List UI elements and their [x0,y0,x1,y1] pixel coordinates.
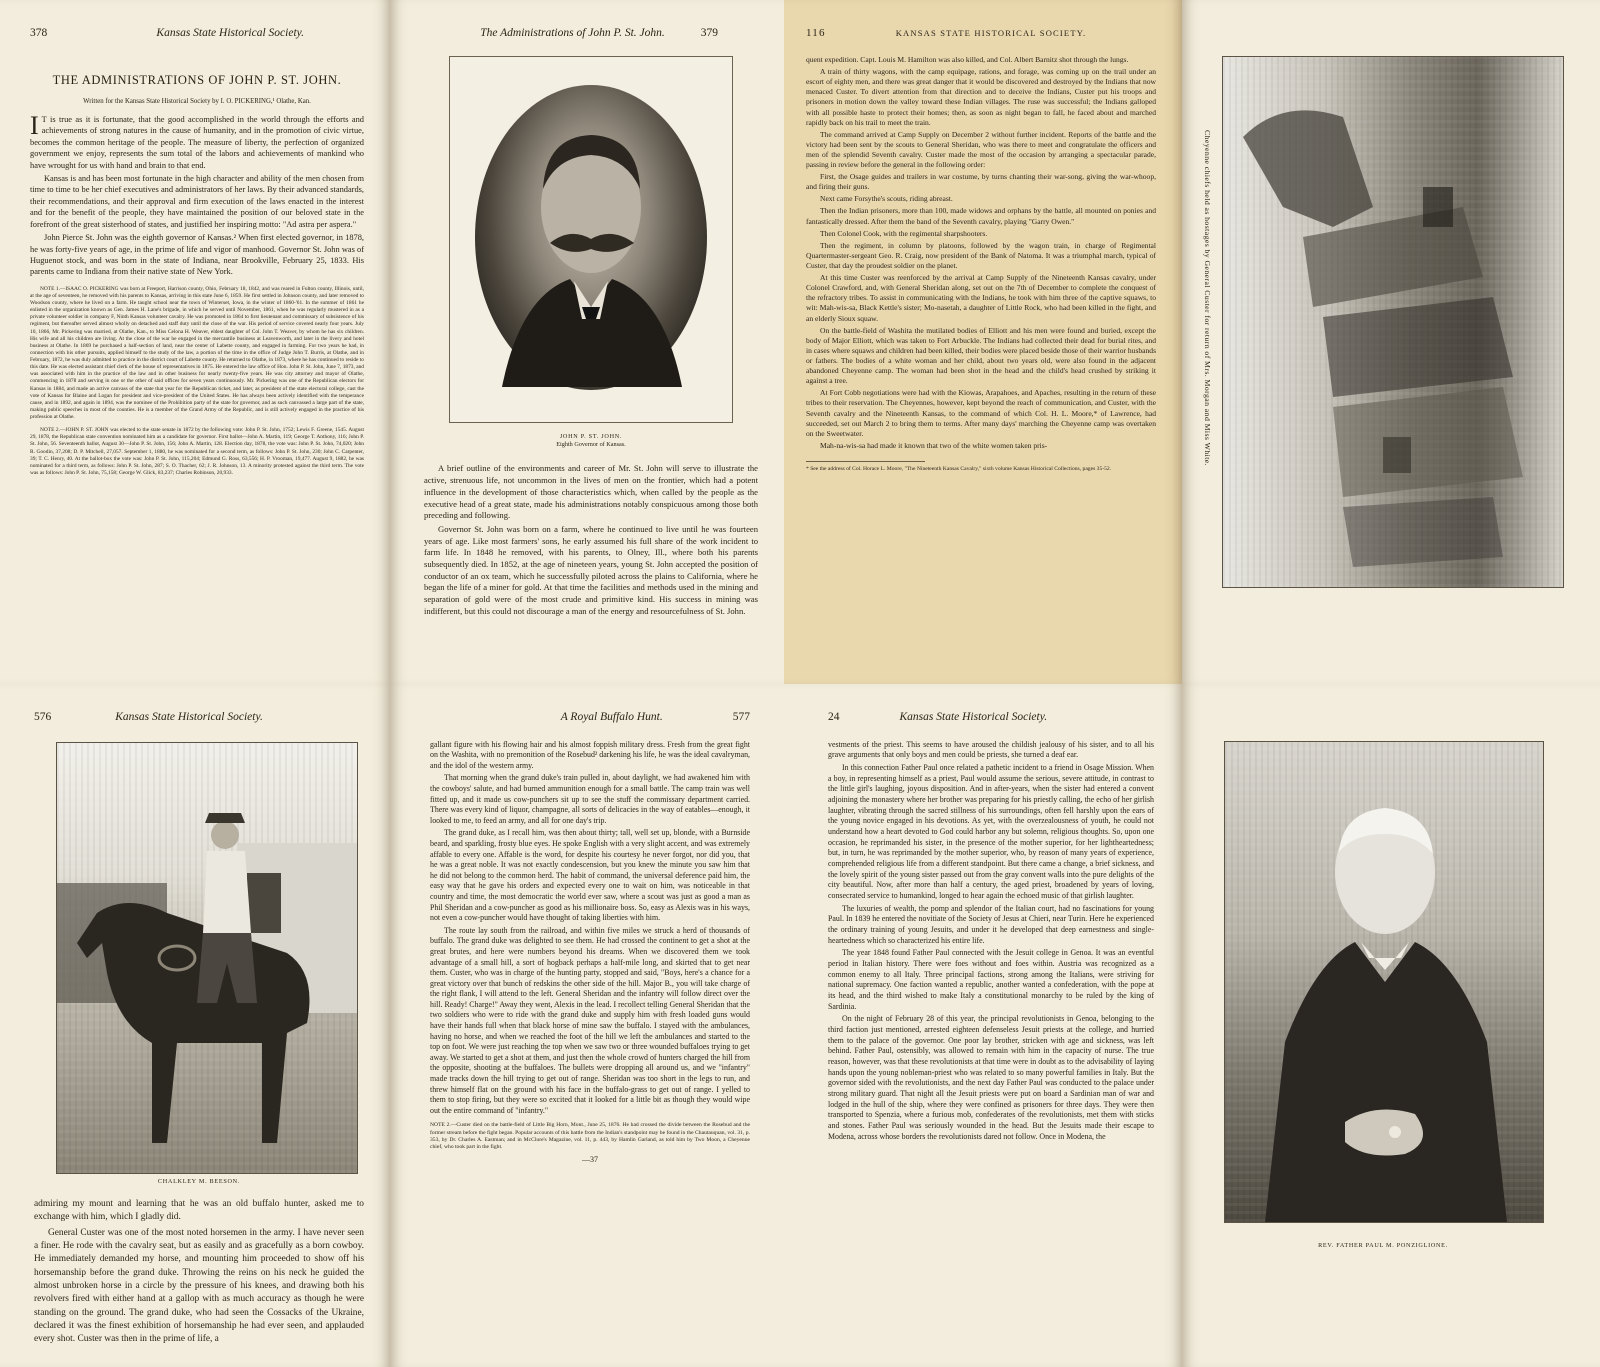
article-title: THE ADMINISTRATIONS OF JOHN P. ST. JOHN. [52,72,342,87]
paragraph: A train of thirty wagons, with the camp equipage, rations, and forage, was coming up on the trail under an escort of eighty men, and there was great danger that it would be discovered and destroyed by the Indians that now menaced Custer. To divert attention from that direction and to deceive the Indians, Custer put his troops and prisoners in motion down the valley toward these Indian villages. The ruse was successful; the Indians galloped with all possible haste to protect their homes; then, as soon as night began to fall, he faced about and marched rapidly back on his trail to meet the train. [806,67,1156,127]
paragraph: At this time Custer was reenforced by the arrival at Camp Supply of the Nineteenth Kansas cavalry, under Colonel Crawford, and, with General Sheridan along, set out on the 7th of December to complete the conquest of the refractory tribes. To assist in communicating with the Indians, he took with him three of the captive squaws, to wit: Mah-wis-sa, Black Kettle's sister; Mo-nasetah, a daughter of Little Rock, who had been killed in the fight, and an elderly Sioux squaw. [806,273,1156,323]
ponziglione-photo [1224,741,1544,1223]
portrait-figure [450,57,732,422]
footnote: * See the address of Col. Horace L. Moore, "The Nineteenth Kansas Cavalry," sixth volume Kansas Historical Collections, pages 35-52. [806,466,1112,472]
portrait-subcaption: Eighth Governor of Kansas. [556,441,626,449]
paragraph: That morning when the grand duke's train pulled in, about daylight, we had awakened him with the cowboys' salute, and had burned ammunition enough for a small battle. The camp train was well fitted up, and it made us cow-punchers sit up to see the stuff the commissary department carried. There was every kind of liquor, champagne, all sorts of delicacies in the way of eatables—enough, it looked to me, to feed an army, and all for one day's trip. [430,773,750,825]
running-head [828,710,1154,726]
paragraph: The grand duke, as I recall him, was then about thirty; tall, well set up, blonde, with a Burnside beard, and sparkling, frosty blue eyes. He spoke English with a very slight accent, and was extremely affable to every one. Affable is the word, for despite his courtesy he never forgot, nor did you, that he was a great noble. It was not exactly condescension, but you knew the minute you saw him that he did not belong to the common herd. The habit of command, the universal deference paid him, the easy way that he gave his orders and expected every one to wait on him, was noticeable in that country and time, the most democratic the world ever saw, where a scout was just as good a man as Phil Sheridan and a cow-puncher as good as his millionaire boss. So, easy as Alexis was in his ways, not even a cow-puncher would have thought of taking liberties with him. [430,828,750,923]
rider-on-horse [57,743,357,1173]
running-head [806,26,1156,41]
page-379 [390,0,784,684]
paragraph: Mah-na-wis-sa had made it known that two of the white women taken pris- [820,440,1048,450]
paragraph: Then the regiment, in column by platoons, followed by the wagon train, in charge of Regimental Quartermaster-sergeant Geo. R. Craig, now president of the Bank of Natoma. It was a triumphal march, typical of Custer, that day the proudest soldier on the planet. [806,240,1156,271]
hostages-figures [1223,57,1563,587]
paragraph: gallant figure with his flowing hair and his almost foppish military dress. Fresh from the great fight on the Washita, with no premonition of the Rosebud² darkening his life, he was the ideal cavalryman, and the idol of the western army. [430,739,750,770]
hostages-photo [1222,56,1564,588]
paragraph: In this connection Father Paul once related a pathetic incident to a friend in Osage Mission. When a boy, in representing himself as a priest, Paul would assume the serious, severe attitude, in contrast to the little girl's laughing, joyous disposition. And in after-years, when the sister had entered a convent adjoining the monastery where her brother was preparing for his priestly calling, the echo of her girlish laughter, vibrating through the sacred stillness of his surroundings, often fell harshly upon the ears of the young novice engaged in his devotions. As yet, with the overzealousness of youth, he could not understand how a heart devoted to God could harbor any but solemn, religious thoughts. So, upon one occasion, he reprimanded his sister, in the presence of the mother superior, for her lightheartedness; but, in turn, he was reprimanded by the mother superior, who, by reason of many years of experience, comprehended religious life from a different standpoint. But there came a change, a brief sickness, and the lovely spirit of the young sister passed out from the gray convent walls into the pure delights of the city beautiful. Now, after more than half a century, the aged priest, broadened by years of loving, consecrated service to humankind, longed to hear again the echoed music of that girlish laughter. [828,762,1154,901]
priest-figure [1225,742,1543,1222]
running-head-title: Kansas State Historical Society. [115,711,263,723]
running-head-title: A Royal Buffalo Hunt. [560,711,663,723]
paragraph: The command arrived at Camp Supply on December 2 without further incident. Reports of the battle and the victory had been sent by the scouts to General Sheridan, who was there to meet and congratulate the officers and men of the splendid Seventh cavalry. Custer made the most of the occasion by arranging a spectacular parade, passing in review before the general in the following order: [806,129,1156,170]
priest-cassock [1265,942,1507,1222]
portrait-caption: REV. FATHER PAUL M. PONZIGLIONE. [1318,1242,1448,1249]
page-number: 116 [806,27,826,39]
paragraph: On the night of February 28 of this year, the principal revolutionists in Genoa, belonging to the third faction just mentioned, arrested eighteen defenseless Jesuit priests at the college, and hurried them to the palace of the governor. One poor lay brother, stricken with age and sickness, was left behind. Father Paul, ostensibly, was allowed to remain with him in the capacity of nurse. The true reason, however, was that these revolutionists at that time were in doubt as to the advisability of laying hands upon the young nobleman-priest who was related to so many powerful families in Italy. But the governor sided with the revolutionists, and the next day Father Paul was conducted to the palace under strong military guard. That night all the Jesuit priests were put on board a Sardinian man of war and lodged in the hull of the ship, where they were confined as prisoners for three days. They were then transported to Spenzia, where a furious mob, confederates of the revolutionists, met them with sticks and stones. Father Paul was seriously wounded in the head. But the Jesuits made their escape to Modena, across whose borders the revolutionists dared not follow. Once in Modena, the [828,1014,1154,1141]
portrait-coat [502,279,682,387]
beeson-photo [56,742,358,1174]
paragraph: Kansas is and has been most fortunate in the high character and ability of the men chosen from time to time to be her chief executives and administrators of her laws. By their advanced standards, their recommendations, and their approval and firm execution of the laws enacted in the interest and for the benefit of the people, they have maintained the position of our beloved state in the forefront of the great sisterhood of states, and justified her inspiring motto: "Ad astra per aspera." [30,173,364,229]
page-number: 378 [30,27,48,39]
paragraph: A brief outline of the environments and career of Mr. St. John will serve to illustrate the active, strenuous life, not uncommon in the lives of men on the frontier, which had a potent influence in the development of those characteristics which, when called by the people as the executive head of a great state, made his administrations notably conspicuous among those both preceding and following. [424,463,758,521]
footnotes [30,286,364,477]
paragraph: Next came Forsythe's scouts, riding abreast. [820,194,953,204]
byline: Written for the Kansas State Historical Society by I. O. PICKERING,¹ Olathe, Kan. [83,97,311,105]
page-577 [390,684,784,1367]
signature-mark: —37 [582,1155,598,1165]
page-photo-plate [1182,0,1600,684]
paragraph: The luxuries of wealth, the pomp and splendor of the Italian court, had no fascinations for young Paul. In 1839 he entered the novitiate of the Society of Jesus at Chieri, near Turin. Here he experienced the ordinary training of young Jesuits, and under it he developed that deep earnestness and single-heartedness which so characterized his entire life. [828,903,1154,945]
running-head-title: KANSAS STATE HISTORICAL SOCIETY. [895,28,1087,38]
page-number: 379 [700,27,718,39]
footnote: NOTE 2.—Custer died on the battle-field of Little Big Horn, Mont., June 25, 1876. He had crossed the divide between the Rosebud and the former stream before the fight began. Popular accounts of this battle from the Indian's standpoint may be found in the Chautauquan, vol. 31, p. 353, by Dr. Charles A. Eastman; and in McClure's Magazine, vol. 11, p. 443, by Hamlin Garland, as told him by Two Moon, a Cheyenne chief, who took part in the fight. [430,1122,750,1151]
portrait-caption: JOHN P. ST. JOHN. [559,432,623,440]
paragraph: The route lay south from the railroad, and within five miles we struck a herd of thousands of buffalo. The grand duke was delighted to see them. He had crossed the continent to get a shot at the great brutes, and here were numbers beyond his dreams. When we discovered them we took advantage of a small hill, a sort of hogback perhaps a half-mile long, and skirted that to get near them. Custer, who was in charge of the hunting party, stopped and said, "Boys, here's a chance for a great victory over that bunch of redskins the other side of the hill. Major B., you will take charge of the right flank, I will attend to the left. General Sheridan and the infantry will follow direct over the hill. Ready! Charge!" Away they went, Alexis in the lead. I recollect telling General Sheridan that the two soldiers who were to ride with the grand duke and supply him with fresh loaded guns would have their hands full when that black horse of mine saw the buffalo. I stayed with the ambulances, having no horse, and when we reached the foot of the hill we left the ambulances and started to the top on foot. We were just reaching the top when we saw two or three wounded buffaloes trying to get away. We started to get a shot at them, and just then the whole crowd of hunters charged the hill from the opposite, shooting at the buffaloes. The bullets were dropping all around us, and we "infantry" made tracks down the hill trying to get out of range. Sheridan was too short in the legs to run, and threw himself flat on the ground with his face in the buffalo-grass to get out of range. I yelled to them to stop firing, but they were so excited that it looked for a little bit as though they would wipe out the entire command of "infantry." [430,925,750,1115]
footnote-rule [806,461,925,462]
paragraph: quent expedition. Capt. Louis M. Hamilton was also killed, and Col. Albert Barnitz shot through the lungs. [806,54,1129,64]
page-number: 24 [828,711,840,723]
page-portrait-plate [1182,684,1600,1367]
footnote: NOTE 1.—ISAAC O. PICKERING was born at Freeport, Harrison county, Ohio, February 18, 1842, and was reared in Fulton county, Illinois, until, at the age of seventeen, he removed with his parents to Kansas, arriving in this state June 6, 1859. He first settled in Johnson county, and later removed to Woodson county, where he lived on a farm. He taught school near the town of Winterset, Iowa, in the winter of 1860-'61. In the summer of 1861 he enlisted in the organization known as Gen. James H. Lane's brigade, in which he served until November, 1861, when he was regularly mustered in as a private volunteer soldier in company F, Ninth Kansas volunteer cavalry. He was promoted in 1864 to first lieutenant and commissary of subsistence of his regiment, but thereafter served almost wholly on detached and staff duty until the close of the war. His period of service covered nearly four years. July 10, 1866, Mr. Pickering was married, at Olathe, Kan., to Miss Celona H. Weaver, eldest daughter of Col. John T. Weaver, by whom he has six children. His wife and all his children are living. At the close of the war he engaged in the mercantile business at Leavenworth, and later in the livery and hotel business at Olathe. In 1869 he purchased a half-section of land, near the center of Labette county, and engaged in farming. For two years he had, in connection with his other pursuits, applied himself to the study of the law, a portion of the time in the office of Judge John T. Burris, at Olathe, and in February, 1872, he was duly admitted to practice in the district court of Labette county. He returned to Olathe, in 1873, where he has continued to reside to this date. He was elected assistant chief clerk of the house of representatives in 1875. He entered the law office of Hon. John P. St. John, June 7, 1873, and was associated with him in the practice of the law and in other business for nearly twenty-five years. He was city attorney and mayor of Olathe, commencing in 1878 and serving in one or the other of said offices for seven years continuously. Mr. Pickering was one of the Republican electors for Kansas in 1884, and made an active canvass of the state that year for the Republican ticket, and later, as president of the state electoral college, cast the vote of Kansas for Blaine and Logan for president and vice-president of the United States. He has always been actively identified with the temperance cause, and in 1892, and again in 1894, was the nominee of the Prohibition party of the state for governor, and as such canvassed a large part of the state, making public speeches in most of the counties. He is a member of the Grand Army of the Republic, and is still actively engaged in the practice of his profession at Olathe. [30,285,364,421]
paragraph: vestments of the priest. This seems to have aroused the childish jealousy of his sister, and to all his grave arguments that only boys and men could be priests, she turned a deaf ear. [828,739,1154,760]
drop-cap: I [30,110,39,140]
paragraph: First, the Osage guides and trailers in war costume, by turns chanting their war-song, giving the war-whoop, and firing their guns. [806,172,1156,192]
running-head [34,710,364,726]
paragraph: John Pierce St. John was the eighth governor of Kansas.² When first elected governor, in 1878, he was forty-five years of age, in the prime of life and vigor of manhood. Governor St. John was of Huguenot stock, and was born in the state of Indiana, near Brookville, February 25, 1833. His parents came to Indiana from their native state of New York. [30,233,364,277]
running-head [30,26,364,42]
paragraph: General Custer was one of the most noted horsemen in the army. I have never seen a finer. He rode with the cavalry seat, but as easily and as gracefully as a born cowboy. He immediately demanded my horse, and mounting him proceeded to show off his horsemanship before the grand duke. Throwing the reins on his neck he guided the almost unbroken horse in a circle by the pressure of his knees, and drawing both his revolvers fired with either hand at a gallop with as much accuracy as though he were standing on the ground. The grand duke, who had seen the Cossacks of the Ukraine, declared it was the finest exhibition of horsemanship he had ever seen, and applauded every shot. Custer was then in the prime of life, a [34,1227,364,1345]
page-24 [784,684,1182,1367]
paragraph: On the battle-field of Washita the mutilated bodies of Elliott and his men were found and buried, except the body of Major Elliott, which was taken to Fort Arbuckle. The Indians had collected their dead for burial rites, and in cases where squaws and children had been killed, their bodies were placed beside those of their warrior husbands or fathers. The bodies of a white woman and her child, about two years old, were also found in the adjacent abandoned Cheyenne camp. The woman had been shot in the head and the child's head crushed by striking it against a tree. [806,325,1156,386]
running-head [430,710,750,726]
paragraph: The year 1848 found Father Paul connected with the Jesuit college in Genoa. It was an eventful period in Italian history. There were foes without and foes within. Austria was recognized as a common enemy to all Italy. Three principal factions, strong among the Italians, were striving for national supremacy. One faction wanted a republic, another wanted a confederation, with the pope at its head, and the third wished to make Italy a constitutional monarchy to be ruled by the king of Sardinia. [828,948,1154,1011]
running-head-title: Kansas State Historical Society. [899,711,1048,723]
photo-caption: CHALKLEY M. BEESON. [157,1177,241,1185]
page-576 [0,684,390,1367]
page-116 [784,0,1182,684]
running-head [424,26,758,42]
running-head-title: Kansas State Historical Society. [156,27,304,39]
page-378 [0,0,390,684]
footnote: NOTE 2.—JOHN P. ST. JOHN was elected to the state senate in 1872 by the following vote: John P. St. John, 1752; Lewis F. Greene, 1545. August 29, 1878, the Republican state convention nominated him as a candidate for governor. First ballot—John A. Martin, 119; George T. Anthony, 116; John P. St. John, 56. Seventeenth ballot, August 30—John P. St. John, 156; John A. Martin, 128. Election day, 1878, the vote was: John P. St. John, 74,020; John R. Goodin, 37,208; D. P. Mitchell, 27,057. September 1, 1880, he was nominated for a second term, as follows: John P. St. John, 230; John C. Carpenter, 39; T. C. Henry, 40. At the ballot-box the vote was: John P. St. John, 115,204; Edmund G. Ross, 63,556; H. P. Vrooman, 19,477. August 9, 1882, he was nominated for a third term, as follows: John P. St. John, 287; S. O. Thacher, 62; J. R. Johnson, 13. A minority protested against the third term. The vote was as follows: John P. St. John, 75,158; George W. Glick, 83,237; Charles Robinson, 20,933. [30,427,364,476]
page-number: 576 [34,711,52,723]
paragraph: admiring my mount and learning that he was an old buffalo hunter, asked me to exchange with him, which I gladly did. [34,1199,364,1223]
portrait-frame [449,56,733,423]
paragraph: Governor St. John was born on a farm, where he continued to live until he was fourteen years of age. Like most farmers' sons, he early assumed his full share of the work incident to farm life. In 1848 he removed, with his parents, to Olney, Ill., where both his parents subsequently died. In 1852, at the age of nineteen years, young St. John accepted the position of conductor of an ox team, which he successfully piloted across the plains to California, where he began the life of a miner for gold. At that time the facilities and methods used in the mining and separation of gold were of the most crude and primitive kind. His success in mining was indifferent, but this could not discourage a man of the energy and resourcefulness of St. John. [424,523,758,616]
paragraph: I T is true as it is fortunate, that the good accomplished in the world through the efforts and achievements of strong natures in the cause of humanity, and in the promotion of civic virtue, becomes the common heritage of the people. The measure of liberty, the perfection of organized government we enjoy, represents the sum total of the labors and achievements of mankind who have wrought for us with hand and brain to that end. [30,110,364,170]
plate-caption: Cheyenne chiefs held as hostages by General Custer for return of Mrs. Morgan and Miss White. [1203,130,1212,466]
paragraph: At Fort Cobb negotiations were had with the Kiowas, Arapahoes, and Apaches, resulting in the return of these tribes to their reservation. The Cheyennes, however, kept beyond the reach of communication, and Custer, with the Seventh cavalry and the Nineteenth Kansas, to the command of which Col. H. L. Moore,* of Lawrence, had succeeded, set out March 2 to bring them to terms. After many days' marching the Cheyenne camp was overtaken on the Sweetwater. [806,388,1156,438]
paragraph: Then Colonel Cook, with the regimental sharpshooters. [820,228,988,238]
running-head-title: The Administrations of John P. St. John. [480,27,665,39]
page-number: 577 [732,711,750,723]
paragraph: Then the Indian prisoners, more than 100, made widows and orphans by the battle, all mounted on ponies and fantastically dressed. After them the band of the Seventh cavalry, playing "Garry Owen." [806,206,1156,226]
